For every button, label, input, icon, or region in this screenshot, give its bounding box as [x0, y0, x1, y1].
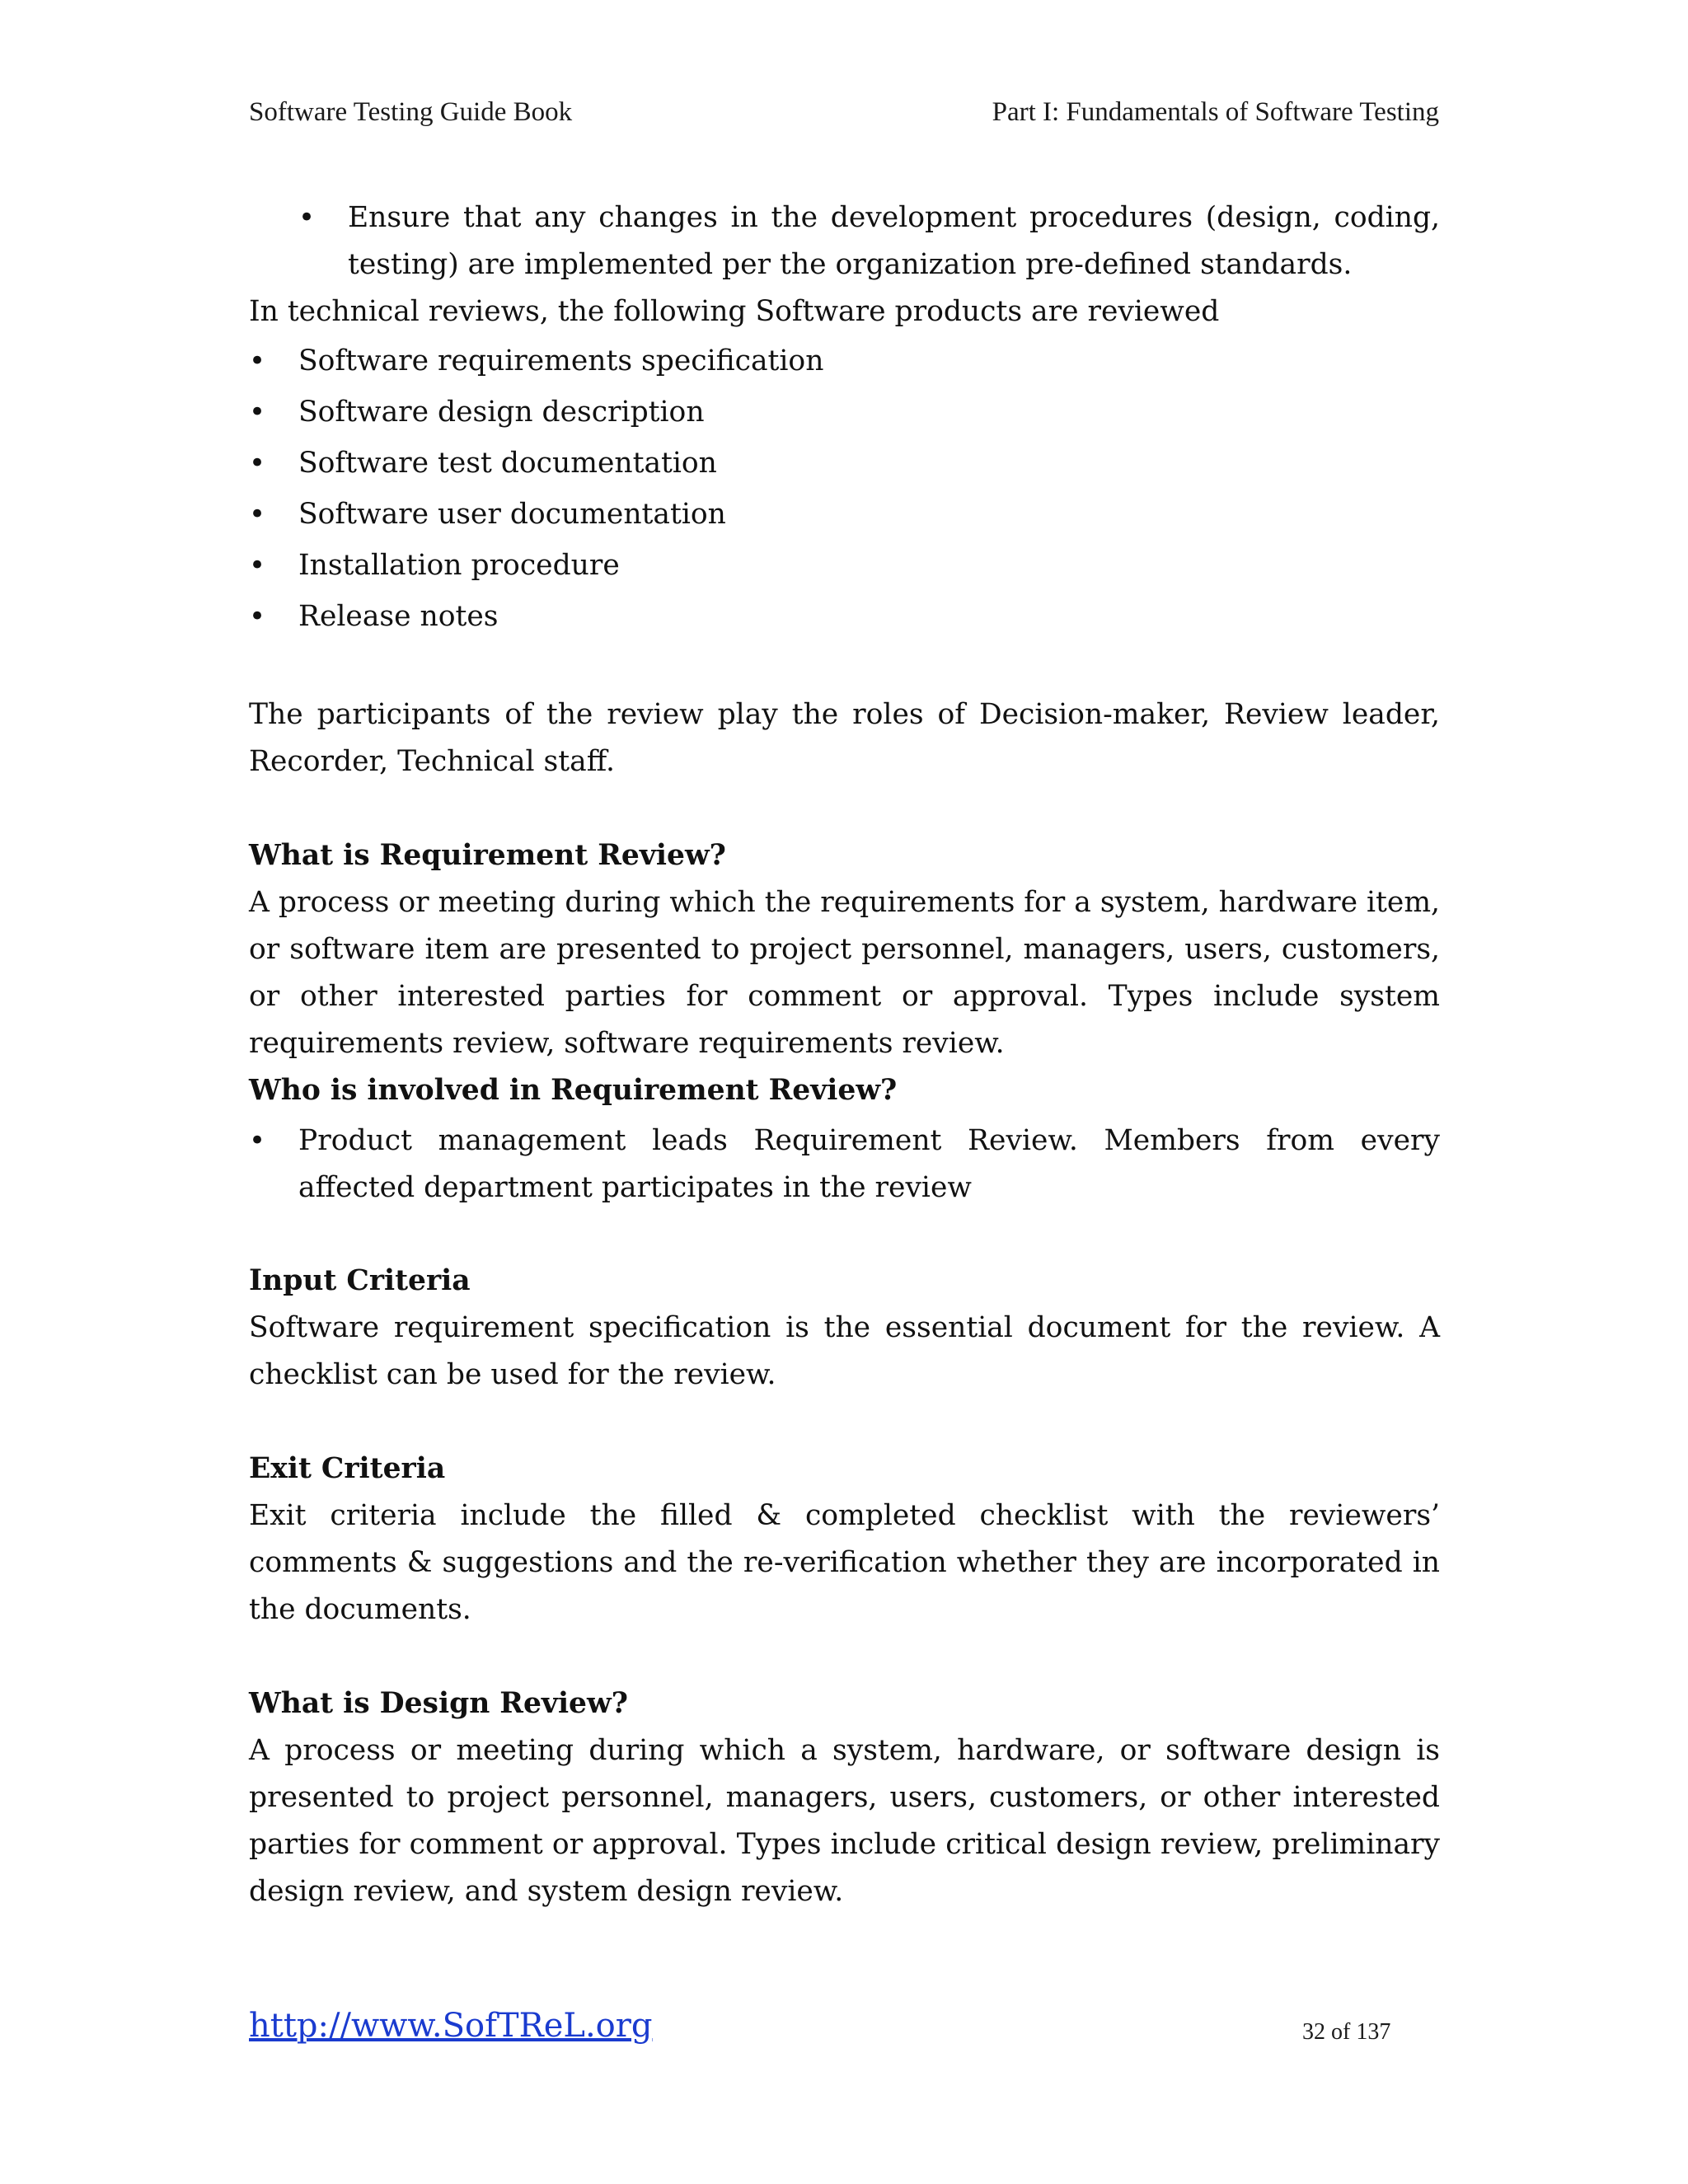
spacer: [249, 1216, 1440, 1258]
exit-criteria-paragraph: Exit criteria include the filled & completed checklist with the reviewers’ comments & suggestions and the re-verification whether they are incorporated in the documents.: [249, 1499, 1440, 1626]
list-item-text: Software design description: [298, 396, 705, 429]
list-item: [249, 491, 1440, 538]
reviewed-products-list: [249, 338, 1440, 640]
list-item-text: Product management leads Requirement Review. Members from every affected department participates in the review: [298, 1124, 1440, 1204]
list-item: [249, 338, 1440, 385]
input-criteria-heading: Input Criteria: [249, 1264, 471, 1297]
bullet-icon: •: [249, 549, 266, 582]
technical-reviews-intro: In technical reviews, the following Software products are reviewed: [249, 295, 1220, 328]
list-item-text: Software requirements specification: [298, 344, 824, 377]
design-review-paragraph: A process or meeting during which a system, hardware, or software design is presented to project personnel, managers, users, customers, or other interested parties for comment or approval. Types include critical design review, preliminary design review, and system design review.: [249, 1734, 1440, 1908]
spacer: [249, 785, 1440, 832]
design-review-heading: What is Design Review?: [249, 1687, 628, 1720]
list-item: [249, 440, 1440, 487]
spacer: [249, 1399, 1440, 1446]
list-item-text: Software test documentation: [298, 447, 717, 480]
bullet-icon: •: [249, 396, 266, 429]
page-content: [249, 194, 1440, 1915]
bullet-icon: •: [249, 1124, 266, 1157]
list-item: [249, 542, 1440, 589]
list-item-text: Ensure that any changes in the development procedures (design, coding, testing) are implemented per the organization pre-defined standards.: [348, 201, 1440, 281]
list-item-text: Release notes: [298, 600, 499, 633]
participants-paragraph: The participants of the review play the roles of Decision-maker, Review leader, Recorder, Technical staff.: [249, 698, 1440, 778]
who-involved-list: [249, 1118, 1440, 1212]
header-book-title: Software Testing Guide Book: [249, 97, 573, 127]
list-item: [249, 389, 1440, 436]
spacer: [249, 644, 1440, 691]
requirement-review-paragraph: A process or meeting during which the requirements for a system, hardware item, or software item are presented to project personnel, managers, users, customers, or other interested parties for comment or approval. Types include system requirements review, software requirements review.: [249, 886, 1440, 1060]
bullet-icon: •: [249, 498, 266, 531]
requirement-review-heading: What is Requirement Review?: [249, 839, 726, 872]
bullet-icon: •: [298, 201, 316, 234]
header-part-title: Part I: Fundamentals of Software Testing: [992, 97, 1439, 127]
bullet-icon: •: [249, 344, 266, 377]
intro-bullet-list: [249, 194, 1440, 288]
input-criteria-paragraph: Software requirement specification is the essential document for the review. A checklist can be used for the review.: [249, 1311, 1440, 1391]
page-header: [249, 97, 1439, 128]
requirement-review-who-heading: Who is involved in Requirement Review?: [249, 1074, 898, 1107]
bullet-icon: •: [249, 600, 266, 633]
spacer: [249, 1633, 1440, 1680]
list-item-text: Installation procedure: [298, 549, 620, 582]
list-item-text: Software user documentation: [298, 498, 726, 531]
bullet-icon: •: [249, 447, 266, 480]
list-item: [249, 194, 1440, 288]
page-number: 32 of 137: [1302, 2019, 1391, 2045]
footer-website-link[interactable]: http://www.SofTReL.org: [249, 2007, 653, 2045]
list-item: [249, 593, 1440, 640]
list-item: [249, 1118, 1440, 1212]
exit-criteria-heading: Exit Criteria: [249, 1452, 446, 1485]
